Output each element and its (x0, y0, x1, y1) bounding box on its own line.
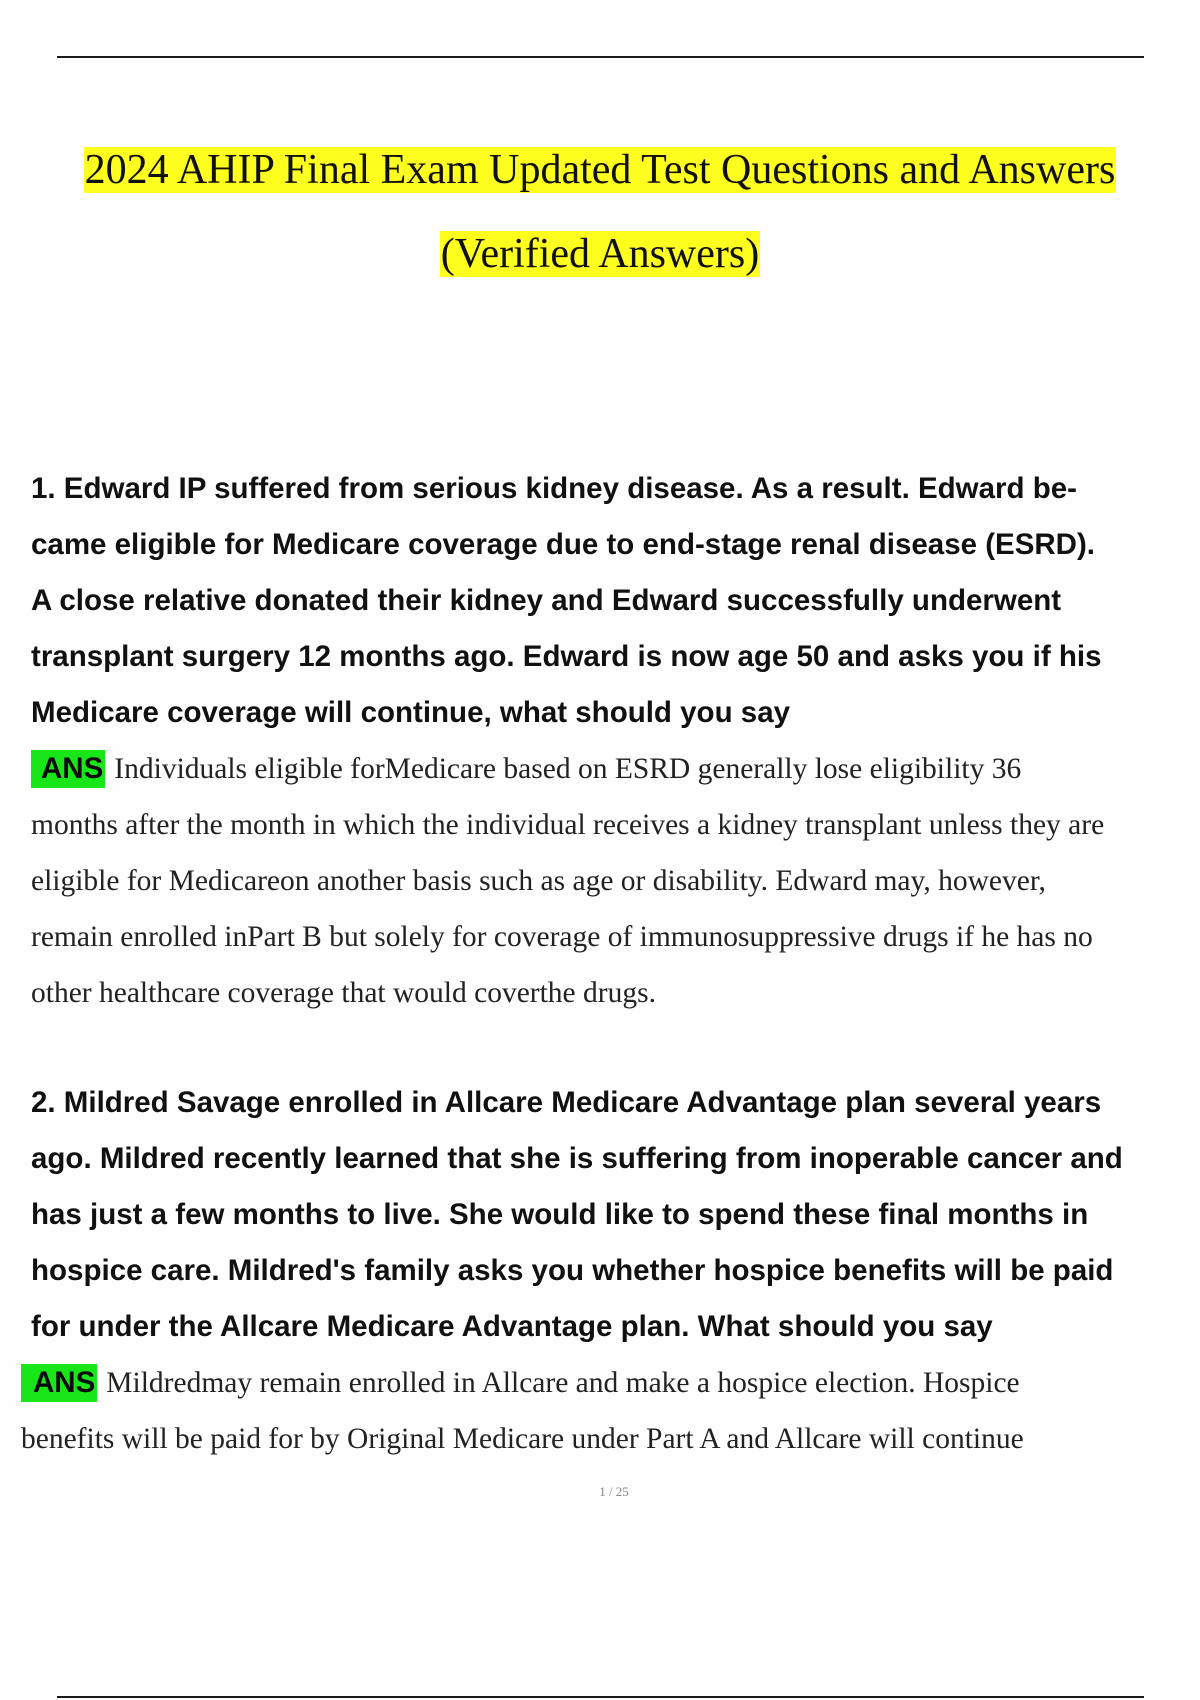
bottom-rule (57, 1696, 1144, 1698)
title-line: (Verified Answers) (440, 231, 760, 277)
question-line: 1. Edward IP suffered from serious kidney disease. As a result. Edward be- (31, 472, 1077, 505)
document-title (0, 128, 1200, 296)
answer-1 (31, 741, 1200, 1021)
answer-2 (21, 1355, 1191, 1467)
answer-line: benefits will be paid for by Original Medicare under Part A and Allcare will continue (21, 1423, 1024, 1455)
question-line: transplant surgery 12 months ago. Edward is now age 50 and asks you if his (31, 640, 1102, 673)
question-line: Medicare coverage will continue, what should you say (31, 696, 791, 729)
answer-line (21, 1355, 1191, 1411)
answer-line (31, 741, 1200, 797)
answer-line: remain enrolled inPart B but solely for coverage of immunosuppressive drugs if he has no (31, 921, 1093, 953)
answer-badge: ANS (31, 750, 105, 788)
answer-line: other healthcare coverage that would coverthe drugs. (31, 977, 656, 1009)
question-line: has just a few months to live. She would like to spend these final months in (31, 1198, 1089, 1231)
question-line: 2. Mildred Savage enrolled in Allcare Medicare Advantage plan several years (31, 1086, 1102, 1119)
question-2 (31, 1075, 1200, 1355)
question-line: hospice care. Mildred's family asks you whether hospice benefits will be paid (31, 1254, 1114, 1287)
question-line: came eligible for Medicare coverage due to end-stage renal disease (ESRD). (31, 528, 1096, 561)
question-line: ago. Mildred recently learned that she is suffering from inoperable cancer and (31, 1142, 1123, 1175)
answer-line: months after the month in which the individual receives a kidney transplant unless they are (31, 809, 1105, 841)
top-rule (57, 56, 1144, 58)
answer-text: Individuals eligible forMedicare based on ESRD generally lose eligibility 36 (114, 753, 1022, 785)
answer-text: Mildredmay remain enrolled in Allcare and make a hospice election. Hospice (106, 1367, 1020, 1399)
question-1 (31, 461, 1200, 741)
answer-badge: ANS (21, 1364, 97, 1402)
page-number: 1 / 25 (599, 1484, 629, 1499)
answer-line: eligible for Medicareon another basis such as age or disability. Edward may, however, (31, 865, 1046, 897)
question-line: A close relative donated their kidney and Edward successfully underwent (31, 584, 1062, 617)
title-line: 2024 AHIP Final Exam Updated Test Questions and Answers (84, 147, 1116, 193)
question-line: for under the Allcare Medicare Advantage plan. What should you say (31, 1310, 993, 1343)
